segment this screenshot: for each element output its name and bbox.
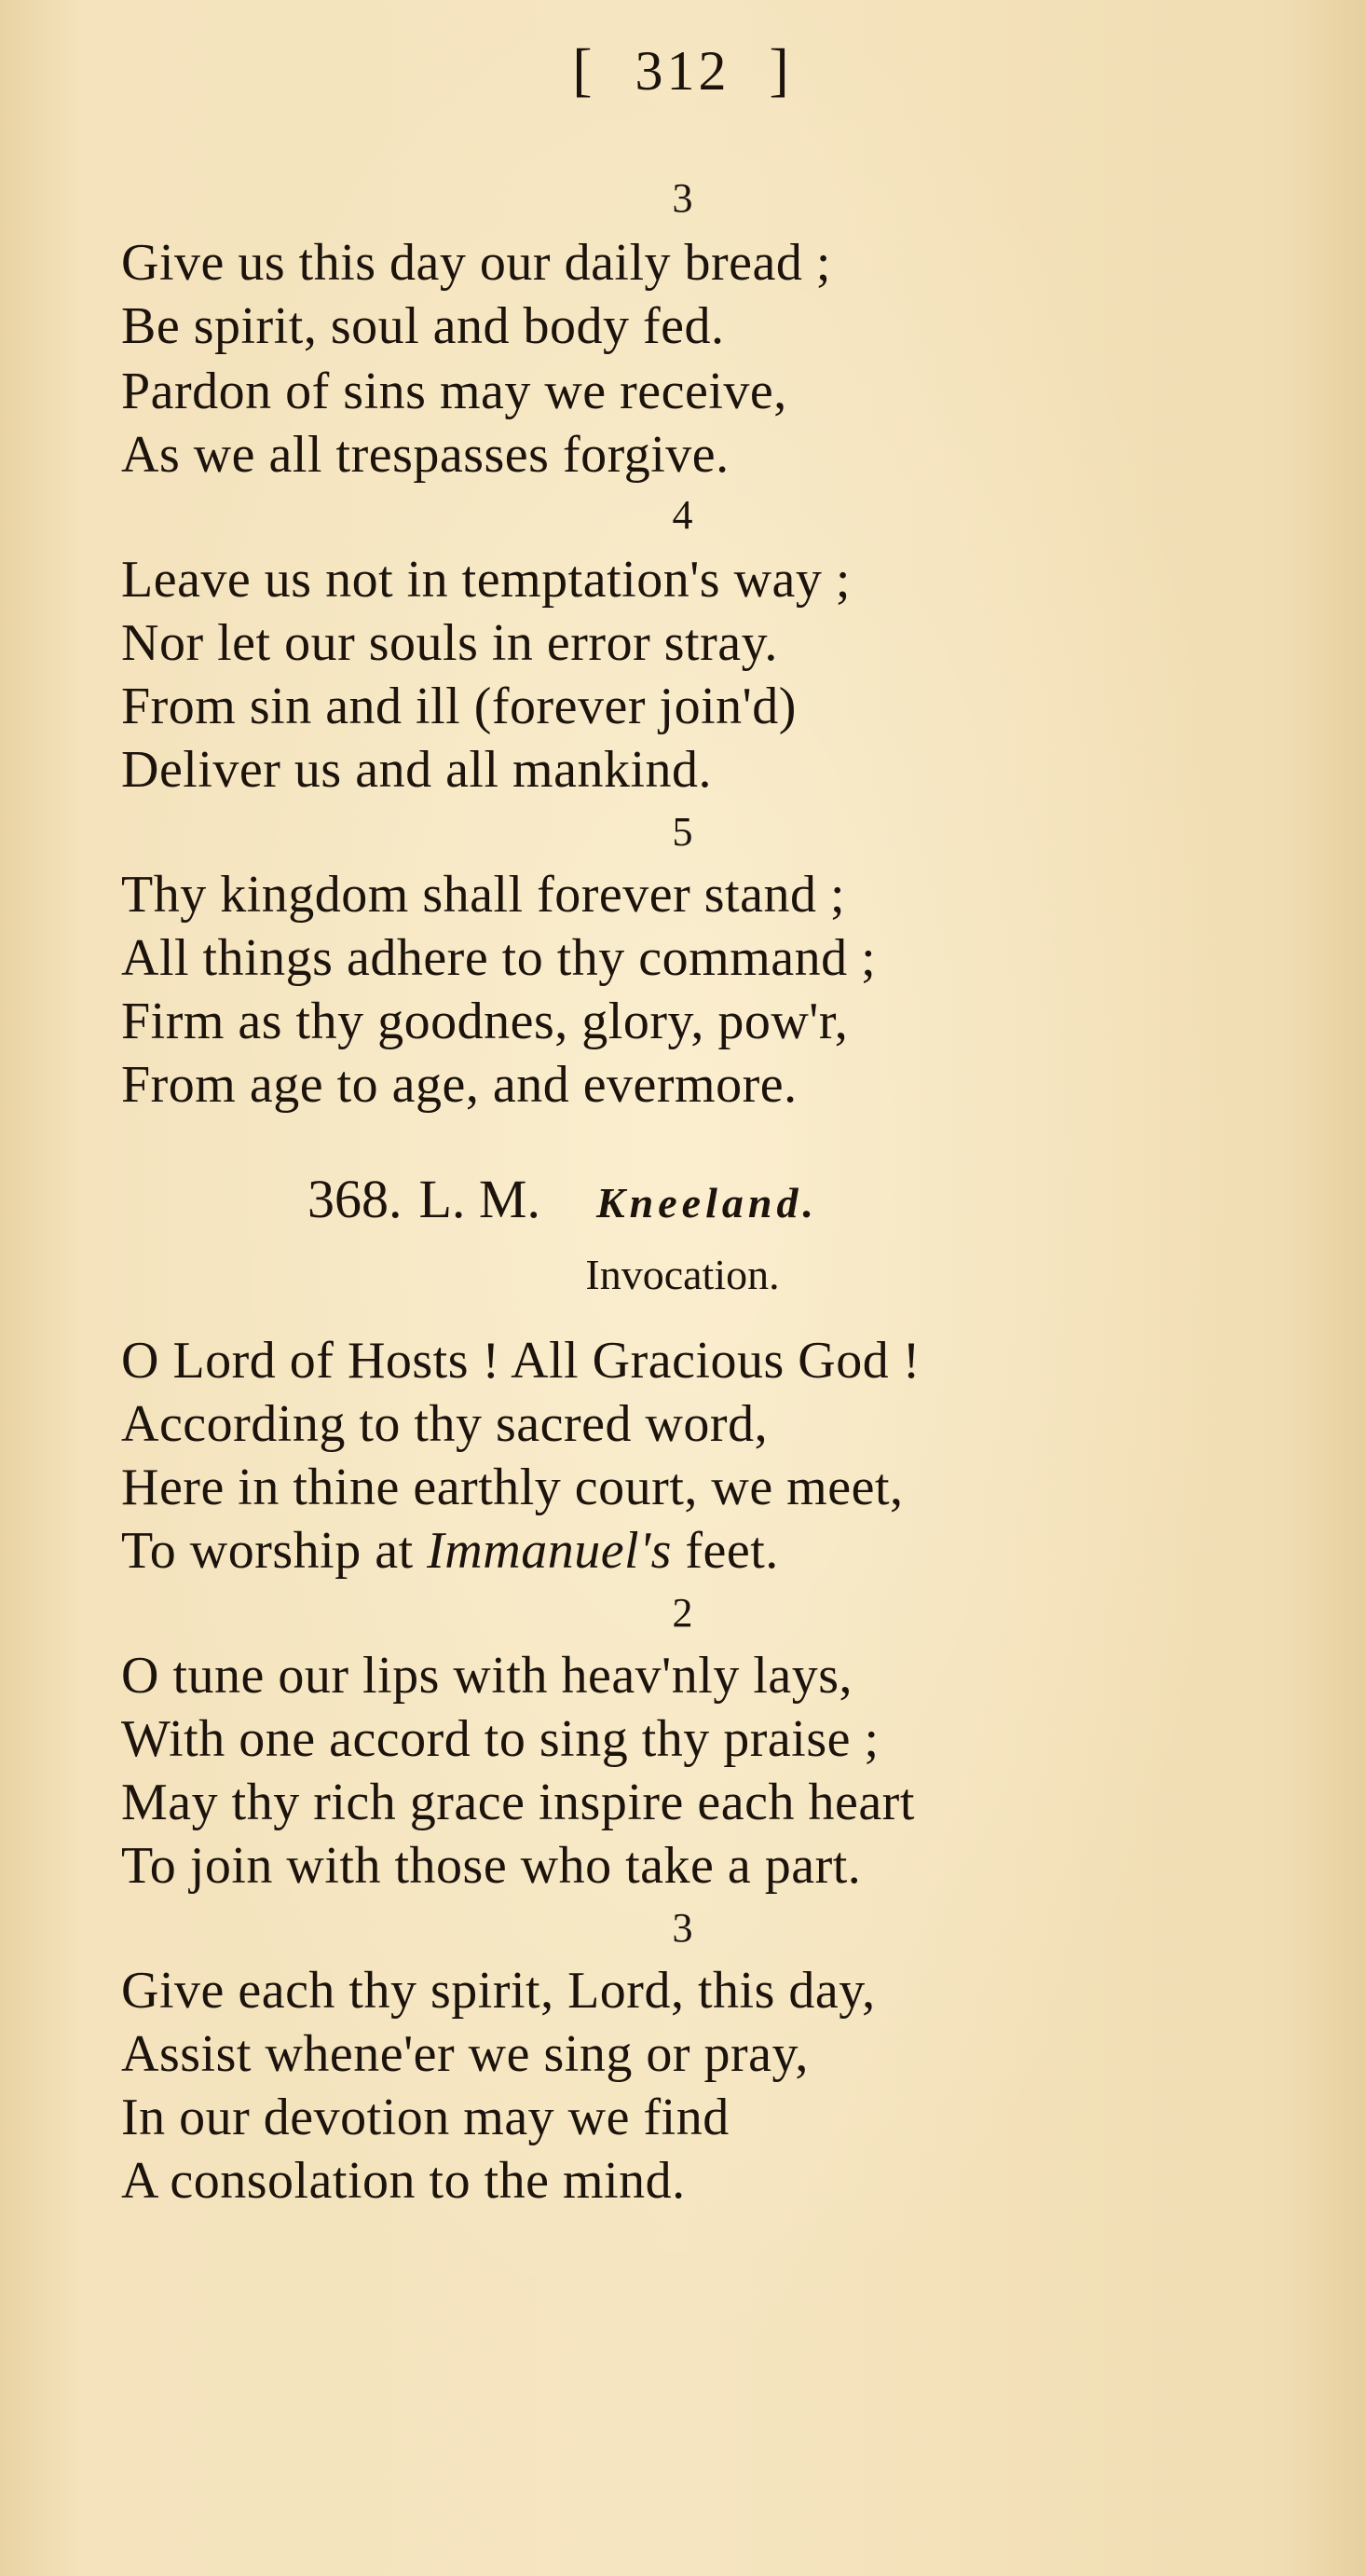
page-number: 312 (635, 40, 730, 102)
verse-line: O Lord of Hosts ! All Gracious God ! (121, 1332, 921, 1390)
hymn-subtitle: Invocation. (585, 1251, 780, 1298)
verse-line: As we all trespasses forgive. (121, 426, 730, 484)
verse-line: All things adhere to thy command ; (121, 929, 877, 987)
italic-name: Immanuel's (427, 1522, 672, 1580)
page-header (0, 35, 1365, 104)
verse-number: 2 (672, 1590, 693, 1636)
open-bracket: [ (572, 36, 596, 103)
verse-number: 3 (672, 1905, 693, 1951)
verse-line: Give each thy spirit, Lord, this day, (121, 1962, 876, 2020)
verse-line: A consolation to the mind. (121, 2152, 686, 2210)
hymn-heading (307, 1167, 818, 1236)
verse-line-start: To worship at (121, 1522, 428, 1580)
verse-line: Give us this day our daily bread ; (121, 234, 831, 292)
verse-line: May thy rich grace inspire each heart (121, 1774, 915, 1831)
hymn-meter: L. M. (418, 1169, 540, 1229)
verse-line: Firm as thy goodnes, glory, pow'r, (121, 993, 849, 1050)
verse-line: To join with those who take a part. (121, 1837, 862, 1895)
verse-line (121, 1521, 779, 1581)
verse-line: With one accord to sing thy praise ; (121, 1710, 880, 1768)
hymn-number: 368. (307, 1169, 403, 1229)
verse-line: Nor let our souls in error stray. (121, 614, 778, 672)
verse-line: Leave us not in temptation's way ; (121, 551, 851, 609)
verse-line: Pardon of sins may we receive, (121, 363, 787, 420)
verse-number: 5 (672, 809, 693, 855)
verse-line: Deliver us and all mankind. (121, 741, 713, 799)
verse-line: O tune our lips with heav'nly lays, (121, 1647, 853, 1705)
verse-line: From sin and ill (forever join'd) (121, 678, 797, 735)
verse-number: 4 (672, 492, 693, 538)
tune-name: Kneeland. (596, 1179, 818, 1226)
verse-line: Thy kingdom shall forever stand ; (121, 866, 846, 924)
verse-line-end: feet. (671, 1522, 779, 1580)
verse-line: According to thy sacred word, (121, 1395, 769, 1453)
verse-line: Be spirit, soul and body fed. (121, 297, 725, 355)
verse-line: In our devotion may we find (121, 2089, 730, 2146)
verse-line: Assist whene'er we sing or pray, (121, 2025, 809, 2083)
verse-number: 3 (672, 175, 693, 221)
verse-line: From age to age, and evermore. (121, 1056, 798, 1114)
verse-line: Here in thine earthly court, we meet, (121, 1459, 904, 1516)
close-bracket: ] (769, 36, 793, 103)
